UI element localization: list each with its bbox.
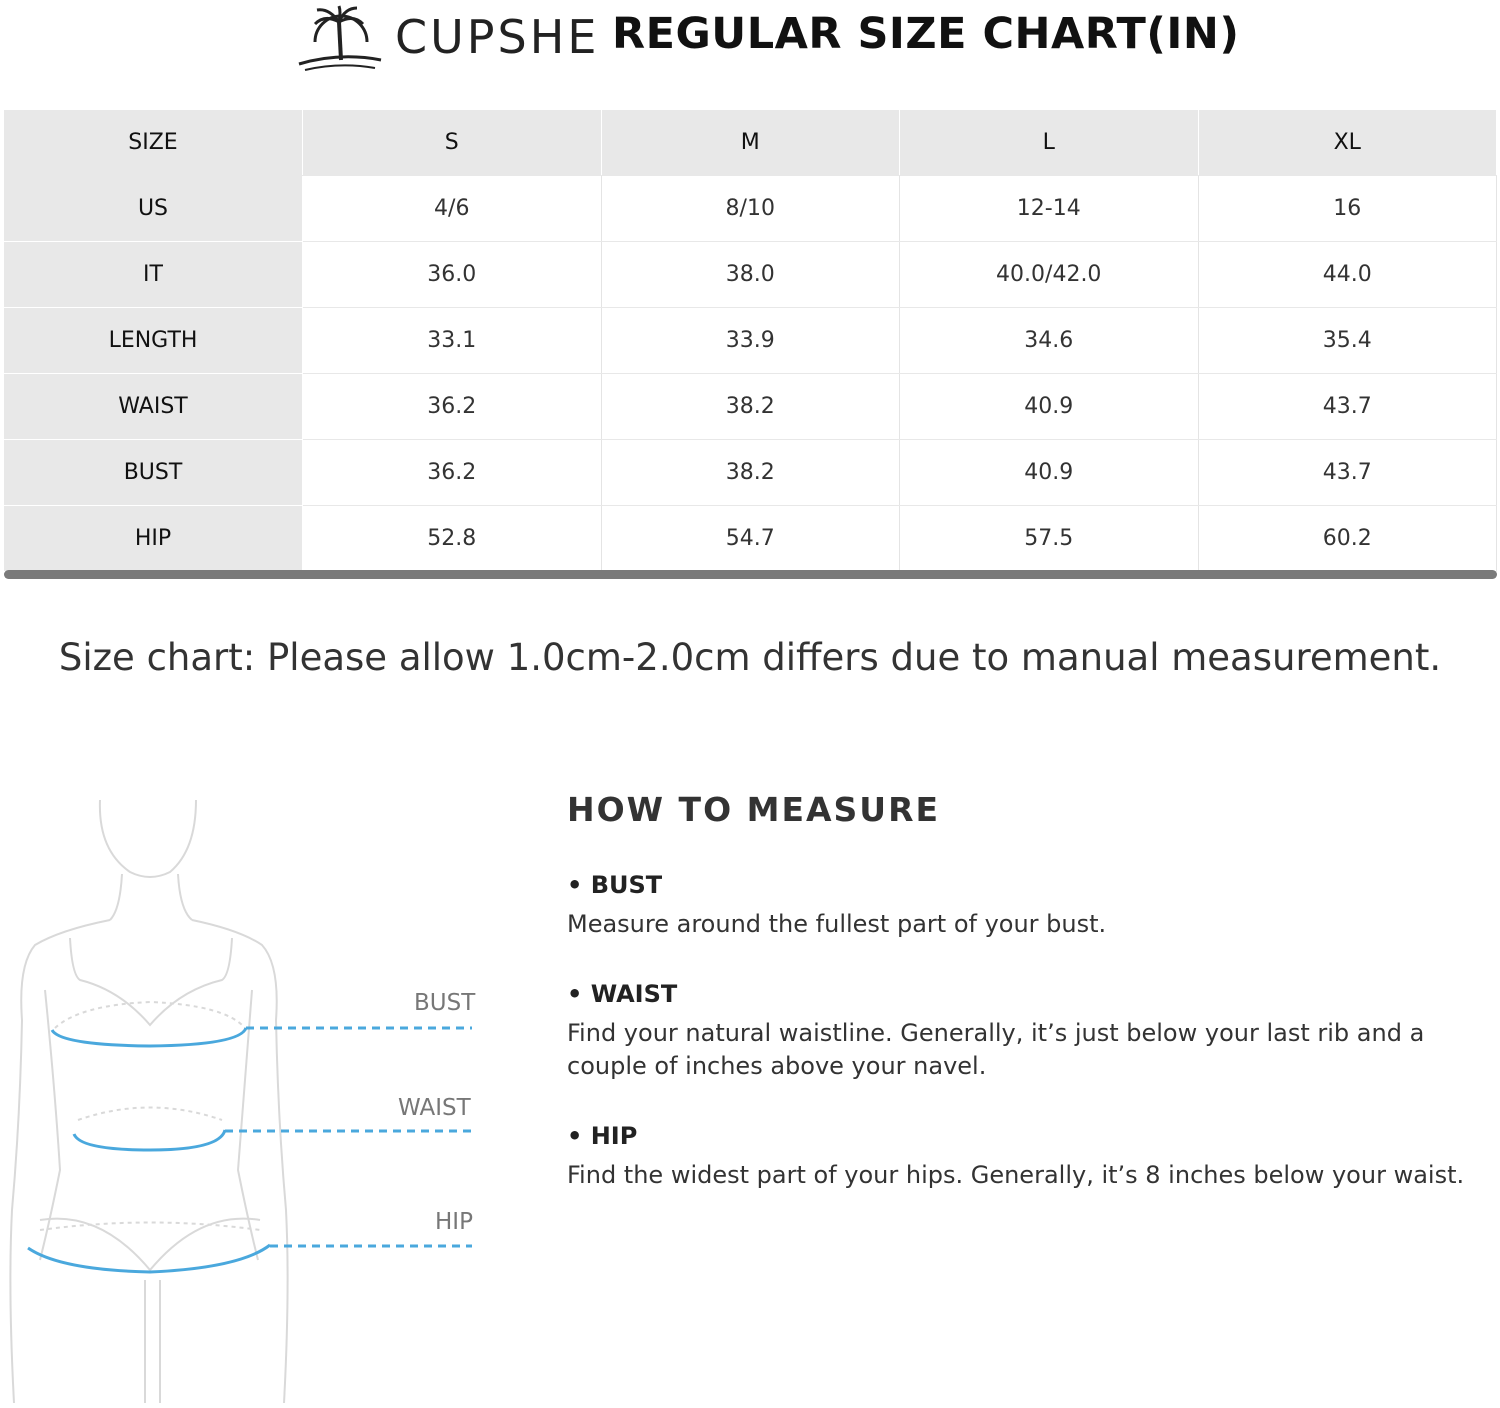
row-label: IT [4,242,303,308]
row-label: HIP [4,506,303,572]
hip-label: HIP [435,1209,473,1235]
table-cell: 12-14 [900,176,1199,242]
bust-description: Measure around the fullest part of your bust. [567,910,1107,938]
table-row [4,176,1497,242]
palm-island-logo-icon [295,2,385,72]
how-to-measure-title: HOW TO MEASURE [567,790,941,829]
hip-description: Find the widest part of your hips. Generally, it’s 8 inches below your waist. [567,1161,1465,1189]
table-cell: 38.2 [601,374,900,440]
table-cell: 43.7 [1198,440,1497,506]
table-cell: 35.4 [1198,308,1497,374]
table-row [4,308,1497,374]
table-cell: 44.0 [1198,242,1497,308]
row-label: WAIST [4,374,303,440]
bust-label: BUST [414,990,476,1016]
table-cell: 57.5 [900,506,1199,572]
table-cell: 40.0/42.0 [900,242,1199,308]
waist-instruction [567,979,1487,1083]
waist-heading: • WAIST [567,980,678,1008]
table-cell: 8/10 [601,176,900,242]
bust-heading: • BUST [567,871,663,899]
page-title: REGULAR SIZE CHART(IN) [612,9,1240,59]
table-cell: 33.9 [601,308,900,374]
size-table [4,110,1497,572]
table-cell: 36.0 [303,242,602,308]
hip-instruction [567,1121,1487,1192]
table-row [4,242,1497,308]
table-cell: 36.2 [303,374,602,440]
table-row [4,440,1497,506]
row-label: LENGTH [4,308,303,374]
table-row [4,506,1497,572]
table-cell: 33.1 [303,308,602,374]
table-cell: 16 [1198,176,1497,242]
table-cell: 34.6 [900,308,1199,374]
table-bottom-bar [4,570,1497,579]
table-cell: 38.2 [601,440,900,506]
bust-instruction [567,870,1487,941]
size-note: Size chart: Please allow 1.0cm-2.0cm differs due to manual measurement. [58,636,1442,679]
body-measurement-figure [0,790,500,1403]
table-row [4,374,1497,440]
how-to-measure-section [567,790,1487,1189]
table-cell: 40.9 [900,374,1199,440]
table-cell: 36.2 [303,440,602,506]
column-header: XL [1198,110,1497,176]
table-cell: 40.9 [900,440,1199,506]
waist-description: Find your natural waistline. Generally, it’s just below your last rib and a couple of inches above your navel. [567,1019,1425,1080]
table-header-row [4,110,1497,176]
table-cell: 38.0 [601,242,900,308]
column-header: S [303,110,602,176]
column-header: M [601,110,900,176]
row-label: BUST [4,440,303,506]
header [0,0,1500,80]
table-cell: 54.7 [601,506,900,572]
column-header: SIZE [4,110,303,176]
brand-name: CUPSHE [395,10,600,64]
table-cell: 4/6 [303,176,602,242]
table-cell: 52.8 [303,506,602,572]
row-label: US [4,176,303,242]
table-cell: 60.2 [1198,506,1497,572]
column-header: L [900,110,1199,176]
waist-label: WAIST [398,1095,471,1121]
hip-heading: • HIP [567,1122,638,1150]
table-cell: 43.7 [1198,374,1497,440]
